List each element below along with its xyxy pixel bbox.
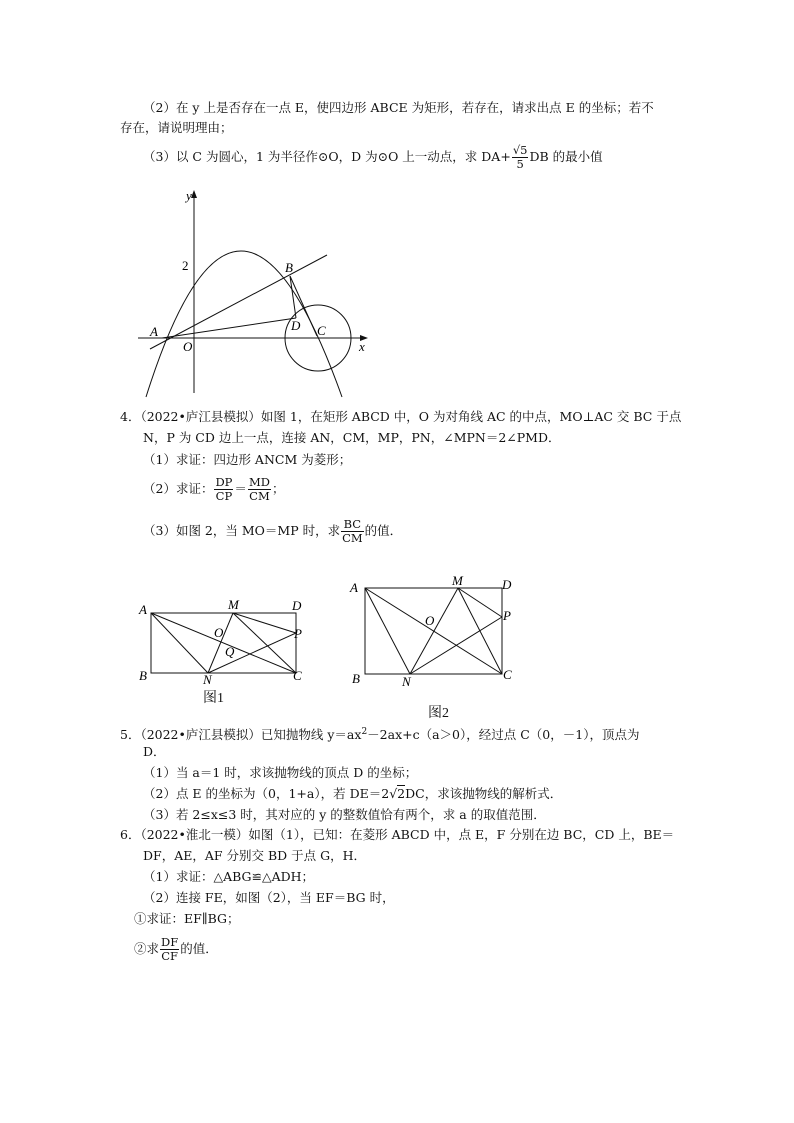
q4-part1: （1）求证：四边形 ANCM 为菱形； <box>143 452 352 467</box>
q3-part3 <box>143 140 603 174</box>
fig2-label-n: N <box>402 674 411 689</box>
fig1-segment-mc <box>233 613 296 673</box>
point-c-label: C <box>317 323 326 338</box>
tick-2-label: 2 <box>182 258 189 273</box>
q6-sub2-fraction <box>160 936 179 963</box>
q4-part3-fraction <box>341 518 364 545</box>
q3-part2-line1: （2）在 y 上是否存在一点 E，使四边形 ABCE 为矩形，若存在，请求出点 E 的坐标；若不 <box>143 100 654 115</box>
q6-part2: （2）连接 FE，如图（2），当 EF＝BG 时， <box>143 890 395 905</box>
q4-part3-frac-den: CM <box>342 531 363 545</box>
q5-part2-prefix: （2）点 E 的坐标为（0，1+a），若 DE＝2 <box>143 786 390 801</box>
q5-line1 <box>120 724 639 743</box>
parabola-curve <box>146 251 342 397</box>
q4-part2-frac1-num: DP <box>215 475 233 489</box>
q3-part3-fraction <box>512 144 529 171</box>
fig2-segment-mp <box>458 588 502 617</box>
fig1-caption: 图1 <box>203 691 224 706</box>
q6-sub2-prefix: ②求 <box>134 941 160 956</box>
q5-part1: （1）当 a＝1 时，求该抛物线的顶点 D 的坐标； <box>143 765 418 780</box>
q4-line1: 4．（2022•庐江县模拟）如图 1，在矩形 ABCD 中，O 为对角线 AC 的中点，MO⊥AC 交 BC 于点 <box>120 409 682 424</box>
fig2-label-b: B <box>352 671 360 686</box>
x-axis-label: x <box>359 339 365 354</box>
q6-part1: （1）求证：△ABG≌△ADH； <box>143 869 315 884</box>
q5-line1-prefix: 5．（2022•庐江县模拟）已知抛物线 y＝ax <box>120 727 362 743</box>
q4-part3 <box>143 514 402 548</box>
point-a-label: A <box>150 324 158 339</box>
fig1-label-m: M <box>228 597 239 612</box>
q4-part2-equals: ＝ <box>234 481 247 496</box>
parabola-figure <box>130 185 380 400</box>
point-b-label: B <box>285 260 293 275</box>
fig1-label-q: Q <box>225 644 235 659</box>
q4-line2: N，P 为 CD 边上一点，连接 AN，CM，MP，PN，∠MPN＝2∠PMD． <box>143 430 561 445</box>
q3-part3-frac-num: √5 <box>512 143 528 157</box>
q6-sub2-frac-den: CF <box>161 949 178 963</box>
q4-part2-frac2-den: CM <box>249 489 270 503</box>
fig1-segment-an <box>151 613 208 673</box>
origin-label: O <box>183 339 193 354</box>
q5-part2 <box>143 786 562 802</box>
fig1-label-a: A <box>139 602 147 617</box>
point-d-label: D <box>291 318 301 333</box>
fig2-label-o: O <box>425 613 435 628</box>
fig1-label-p: P <box>294 626 302 641</box>
q4-part2 <box>143 472 284 506</box>
fig2-label-a: A <box>350 580 358 595</box>
q4-part3-suffix: 的值． <box>364 523 403 538</box>
y-axis-label: y <box>186 188 192 203</box>
fig2-caption: 图2 <box>428 706 449 721</box>
q5-line1-suffix: －2ax+c（a＞0），经过点 C（0，－1），顶点为 <box>367 727 640 743</box>
q5-part3: （3）若 2≤x≤3 时，其对应的 y 的整数值恰有两个，求 a 的取值范围． <box>143 807 546 822</box>
q5-part2-radicand: 2 <box>397 786 406 801</box>
q3-part3-prefix: （3）以 C 为圆心，1 为半径作⊙O，D 为⊙O 上一动点，求 DA+ <box>143 149 511 164</box>
q4-part2-frac2-num: MD <box>248 475 270 489</box>
fig2-label-d: D <box>502 577 512 592</box>
fig1-label-o: O <box>214 625 224 640</box>
q4-part2-prefix: （2）求证： <box>143 481 214 496</box>
q6-sub2-suffix: 的值． <box>180 941 218 956</box>
q5-part2-suffix: DC，求该抛物线的解析式． <box>405 786 563 801</box>
q5-exponent: 2 <box>361 727 368 737</box>
fig1-segment-mn <box>208 613 233 673</box>
q4-part3-frac-num: BC <box>341 518 364 532</box>
q4-part2-fraction-1 <box>214 476 233 503</box>
fig1-label-n: N <box>203 672 212 686</box>
y-axis-arrow <box>191 190 197 198</box>
fig1-label-b: B <box>139 668 147 683</box>
fig1-label-c: C <box>293 668 302 683</box>
fig2-label-p: P <box>503 608 511 623</box>
q3-part2-line2: 存在，请说明理由； <box>120 120 233 135</box>
fig2-label-c: C <box>503 667 512 682</box>
q3-part3-suffix: DB 的最小值 <box>529 149 603 164</box>
q4-part2-fraction-2 <box>248 476 271 503</box>
fig1-segment-mp <box>233 613 296 633</box>
q6-sub2 <box>134 932 218 966</box>
figure-1 <box>135 596 315 686</box>
q6-sub1: ①求证：EF∥BG； <box>134 911 240 926</box>
q6-line2: DF，AE，AF 分别交 BD 于点 G，H． <box>143 848 367 863</box>
q4-part2-frac1-den: CP <box>215 489 233 503</box>
figure-2 <box>340 574 525 689</box>
q6-line1: 6．（2022•淮北一模）如图（1），已知：在菱形 ABCD 中，点 E，F 分别在边 BC，CD 上，BE＝ <box>120 827 675 842</box>
fig2-label-m: M <box>452 574 463 588</box>
q6-sub2-frac-num: DF <box>161 935 179 949</box>
segment-ad <box>162 318 296 338</box>
q5-line2: D． <box>143 744 166 759</box>
fig2-segment-mn <box>410 588 458 674</box>
q4-part3-prefix: （3）如图 2，当 MO＝MP 时，求 <box>143 523 341 538</box>
q4-part2-suffix: ； <box>271 481 285 496</box>
fig2-segment-an <box>365 588 410 674</box>
fig1-label-d: D <box>292 598 302 613</box>
q3-part3-frac-den: 5 <box>516 157 524 171</box>
sqrt-symbol: √ <box>389 786 398 801</box>
